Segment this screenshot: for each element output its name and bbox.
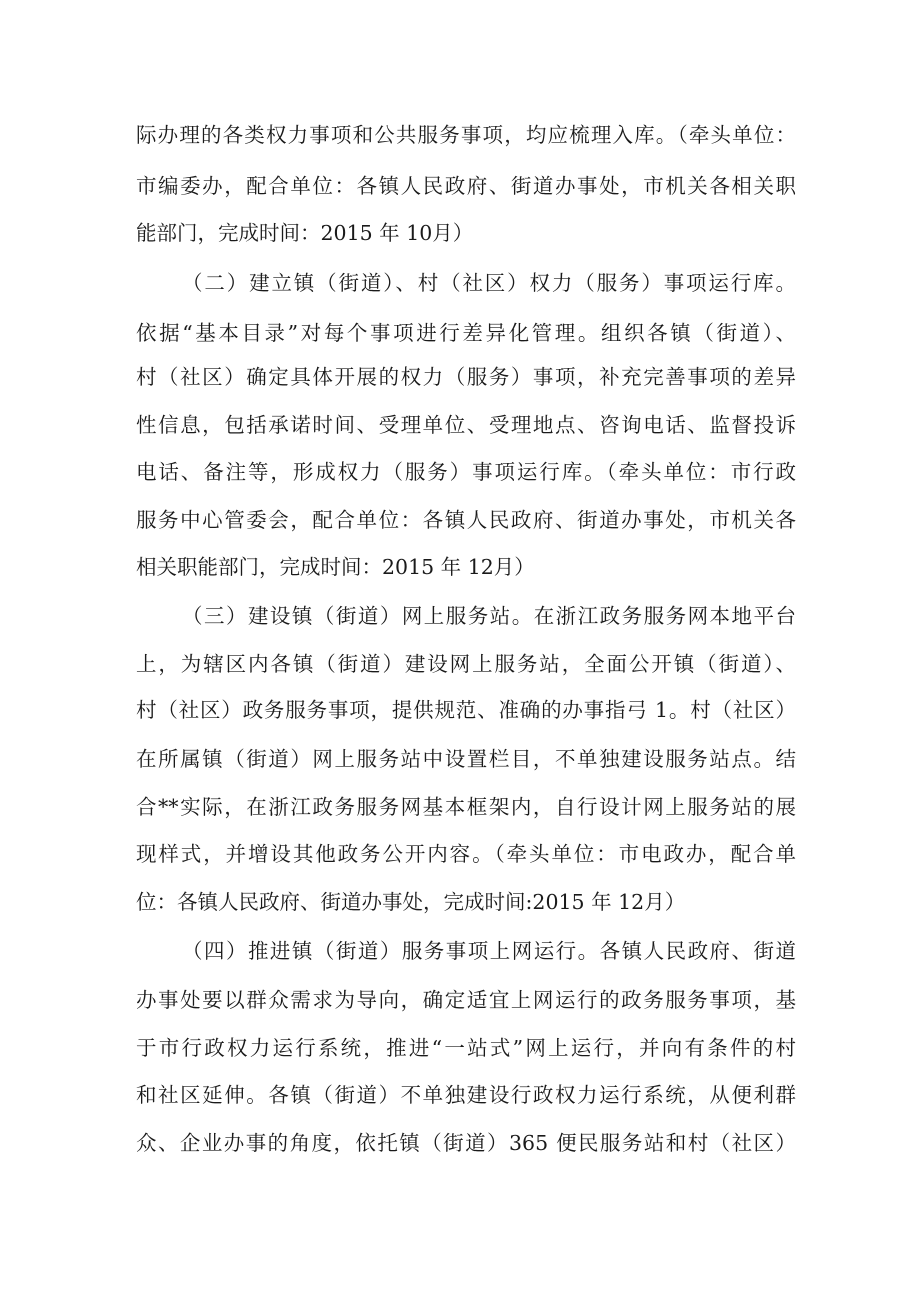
text-line: 市编委办，配合单位：各镇人民政府、街道办事处，市机关各相关职 [136,174,796,198]
text-line: 服务中心管委会，配合单位：各镇人民政府、街道办事处，市机关各 [136,508,796,532]
text-line: 村（社区）政务服务事项，提供规范、准确的办事指弓 1。村（社区） [136,698,796,722]
paragraph-heading-2: （二）建立镇（街道）、村（社区）权力（服务）事项运行库。 [182,271,796,295]
text-line: 相关职能部门，完成时间：2015 年 12月） [136,555,535,579]
text-line: 电话、备注等，形成权力（服务）事项运行库。（牵头单位：市行政 [136,460,796,484]
text-line: 现样式，并增设其他政务公开内容。（牵头单位：市电政办，配合单 [136,842,796,866]
text-line: 办事处要以群众需求为导向，确定适宜上网运行的政务服务事项，基 [136,988,796,1012]
text-line: 位：各镇人民政府、街道办事处，完成时间:2015 年 12月） [136,890,686,914]
text-line: 际办理的各类权力事项和公共服务事项，均应梳理入库。（牵头单位： [136,123,796,147]
paragraph-heading-4: （四）推进镇（街道）服务事项上网运行。各镇人民政府、街道 [182,939,796,963]
text-line: 于市行政权力运行系统，推进“一站式”网上运行，并向有条件的村 [136,1036,796,1060]
paragraph-heading-3: （三）建设镇（街道）网上服务站。在浙江政务服务网本地平台 [182,604,796,628]
text-line: 村（社区）确定具体开展的权力（服务）事项，补充完善事项的差异 [136,365,796,389]
text-line: 能部门，完成时间：2015 年 10月） [136,221,474,245]
text-line: 上，为辖区内各镇（街道）建设网上服务站，全面公开镇（街道）、 [136,652,796,676]
text-line: 和社区延伸。各镇（街道）不单独建设行政权力运行系统，从便利群 [136,1083,796,1107]
text-line: 在所属镇（街道）网上服务站中设置栏目，不单独建设服务站点。结 [136,747,796,771]
text-line: 众、企业办事的角度，依托镇（街道）365 便民服务站和村（社区） [136,1131,796,1155]
text-line: 性信息，包括承诺时间、受理单位、受理地点、咨询电话、监督投诉 [136,413,796,437]
text-line: 合**实际，在浙江政务服务网基本框架内，自行设计网上服务站的展 [136,795,796,819]
text-line: 依据“基本目录”对每个事项进行差异化管理。组织各镇（街道）、 [136,321,796,345]
